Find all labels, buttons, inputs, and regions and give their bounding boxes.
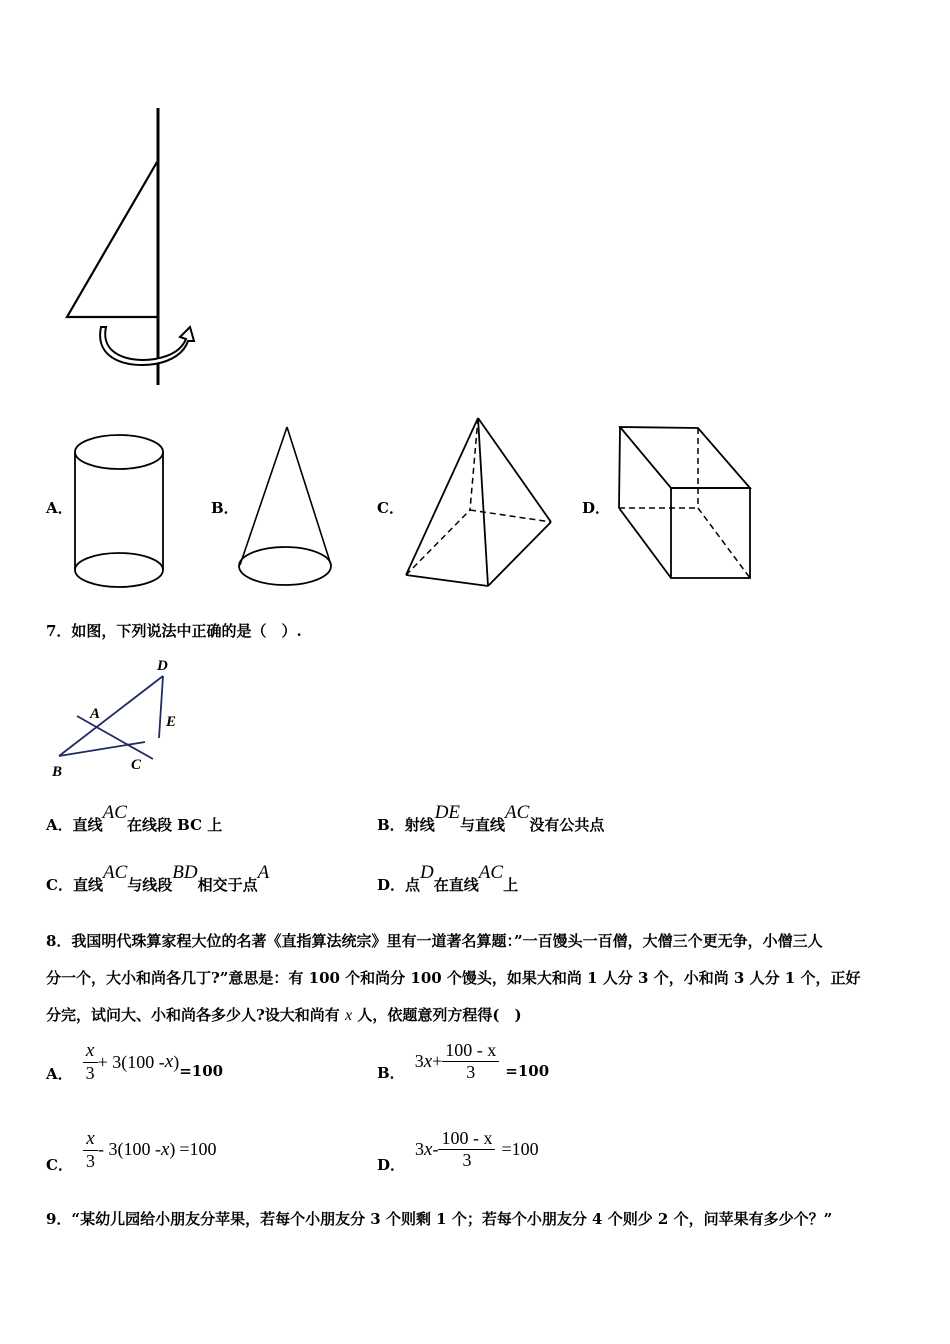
q8-stem-line3: 分完，试问大、小和尚各多少人?设大和尚有 x 人，依题意列方程得( )	[46, 1006, 522, 1024]
pyramid-figure	[400, 413, 558, 591]
q9-stem: 9．“某幼儿园给小朋友分苹果，若每个小朋友分 3 个则剩 1 个；若每个小朋友分 4 个则少 2 个，问苹果有多少个？”	[46, 1210, 833, 1228]
point-label-d: D	[157, 658, 168, 674]
rotation-figure	[60, 105, 200, 390]
fraction: $\frac{100 - x}{3}$	[438, 1128, 495, 1171]
q7-option-b[interactable]: B．射线DE与直线AC没有公共点	[377, 802, 605, 834]
q7-option-a[interactable]: A．直线AC在线段 BC 上	[46, 802, 223, 834]
q8-option-b[interactable]: B． 3 x + $\frac{100 - x}{3}$ =100	[377, 1040, 550, 1082]
q8-option-a[interactable]: A． $\frac{x}{3}$ + 3(100 - x ) =100	[46, 1040, 224, 1083]
q7-stem: 7．如图，下列说法中正确的是（ ）.	[46, 622, 302, 640]
fraction: $\frac{x}{3}$	[83, 1128, 98, 1172]
q8-option-c[interactable]: C． $\frac{x}{3}$ - 3(100 - x ) =100	[46, 1127, 217, 1174]
q7-option-d[interactable]: D．点D在直线AC上	[377, 862, 519, 894]
fraction: $\frac{100 - x}{3}$	[442, 1040, 499, 1083]
right-triangle	[67, 162, 157, 317]
q6-option-d-label[interactable]: D．	[582, 499, 611, 517]
cone-figure	[234, 422, 338, 594]
q6-option-a-label[interactable]: A．	[46, 499, 73, 517]
point-label-c: C	[131, 757, 142, 773]
point-label-b: B	[52, 764, 63, 780]
q7-option-c[interactable]: C．直线AC与线段BD相交于点A	[46, 862, 270, 894]
q6-option-c-label[interactable]: C．	[377, 499, 404, 517]
q7-geometry-figure	[45, 654, 195, 782]
q6-option-b-label[interactable]: B．	[211, 499, 239, 517]
fraction: $\frac{x}{3}$	[83, 1040, 98, 1084]
q8-stem-line2: 分一个，大小和尚各几丁?”意思是：有 100 个和尚分 100 个馒头，如果大和尚 1 人分 3 个，小和尚 3 人分 1 个，正好	[46, 969, 861, 987]
point-label-a: A	[90, 706, 101, 722]
rotation-arrow-icon	[100, 327, 194, 365]
cuboid-figure	[612, 420, 757, 586]
cylinder-figure	[70, 430, 170, 592]
point-label-e: E	[166, 714, 177, 730]
q8-option-d[interactable]: D． 3 x - $\frac{100 - x}{3}$ =100	[377, 1128, 539, 1174]
q8-stem-line1: 8．我国明代珠算家程大位的名著《直指算法统宗》里有一道著名算题：”一百馒头一百僧，大僧三个更无争，小僧三人	[46, 932, 823, 950]
